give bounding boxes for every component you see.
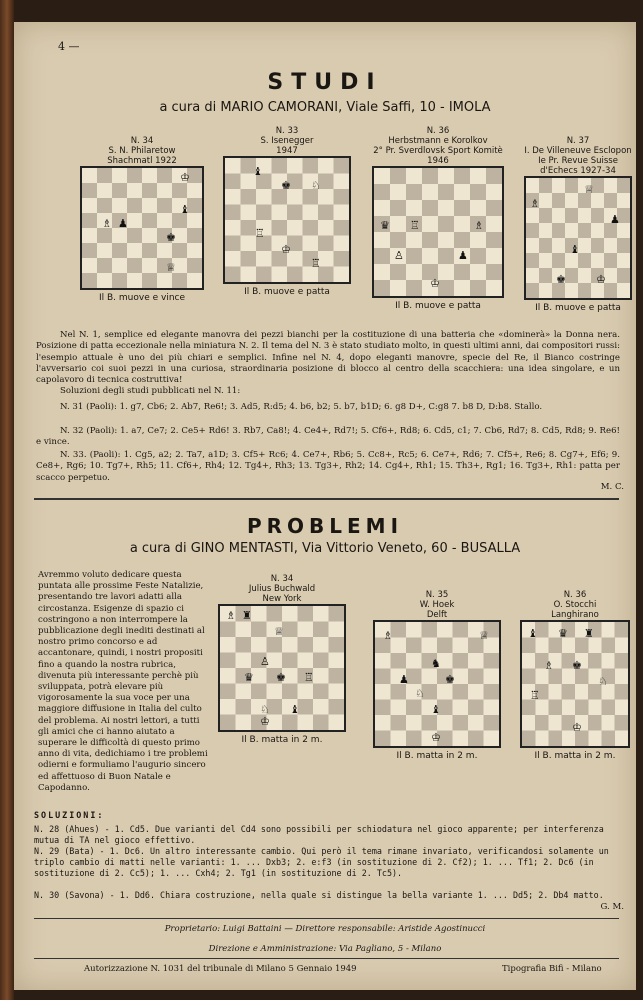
chess-piece-icon: ♗ (383, 629, 393, 642)
book-spine (0, 0, 14, 1000)
problemi-title: PROBLEMI (246, 514, 404, 538)
chess-piece-icon: ♛ (380, 219, 390, 232)
diagram-source: Shachmatl 1922 (107, 156, 177, 166)
studi-solutions-intro: Soluzioni degli studi pubblicati nel N. 11: (60, 386, 241, 396)
chess-piece-icon: ♝ (253, 165, 263, 178)
chess-piece-icon: ♔ (180, 171, 190, 184)
chess-piece-icon: ♚ (166, 231, 176, 244)
studi-diagram-2 (222, 126, 352, 297)
problemi-diagram-2 (370, 590, 504, 761)
studi-solution: N. 31 (Paoli): 1. g7, Cb6; 2. Ab7, Re6!; 3. Ad5, R:d5; 4. b6, b2; 5. b7, b1D; 6. g8 D+, C:g8 7. b8 D, D:b8. Stallo. (60, 402, 543, 412)
chess-piece-icon: ♚ (572, 659, 582, 672)
chess-piece-icon: ♖ (255, 227, 265, 240)
chess-piece-icon: ♞ (431, 657, 441, 670)
diagram-author: W. Hoek (419, 600, 455, 610)
chess-board (372, 166, 504, 298)
chess-piece-icon: ♕ (584, 183, 594, 196)
chess-piece-icon: ♟ (118, 217, 128, 230)
diagram-author: O. Stocchi (553, 600, 597, 610)
problemi-subtitle: a cura di GINO MENTASTI, Via Vittorio Veneto, 60 - BUSALLA (129, 541, 521, 556)
diagram-number: N. 37 (566, 136, 590, 146)
diagram-number: N. 34 (270, 574, 294, 584)
problemi-solution: N. 30 (Savona) - 1. Dd6. Chiara costruzione, nella quale si distingue la bella variante 1. ... Dd5; 2. Db4 matto. (34, 890, 604, 900)
problemi-solution: N. 28 (Ahues) - 1. Cd5. Due varianti del Cd4 sono possibili per schiodatura nel gioco apparente; per interferenza mutua di TA nel gioco effettivo. (34, 824, 604, 845)
diagram-caption: Il B. matta in 2 m. (241, 735, 323, 745)
chess-piece-icon: ♖ (304, 671, 314, 684)
chess-piece-icon: ♚ (276, 671, 286, 684)
diagram-source: Ie Pr. Revue Suisse d'Echecs 1927-34 (538, 156, 618, 176)
footer-divider (34, 918, 619, 919)
chess-piece-icon: ♗ (474, 219, 484, 232)
section-divider (34, 498, 619, 500)
chess-piece-icon: ♕ (274, 625, 284, 638)
studi-diagram-3 (368, 126, 508, 311)
chess-piece-icon: ♟ (458, 249, 468, 262)
chess-piece-icon: ♝ (431, 703, 441, 716)
diagram-number: N. 35 (425, 590, 449, 600)
diagram-source: Langhirano (551, 610, 599, 620)
studi-solution: N. 32 (Paoli): 1. a7, Ce7; 2. Ce5+ Rd6! 3. Rb7, Ca8!; 4. Ce4+, Rd7!; 5. Cf6+, Rd8; 6. Cd5, c1; 7. Cb6, Rd7; 8. Cd5, Rd8; 9. Re6! e vince. (36, 426, 620, 448)
chess-piece-icon: ♗ (530, 197, 540, 210)
chess-piece-icon: ♝ (180, 203, 190, 216)
problemi-diagram-1 (214, 574, 350, 745)
chess-piece-icon: ♕ (166, 261, 176, 274)
diagram-author: I. De Villeneuve Esclopon (524, 146, 632, 156)
chess-piece-icon: ♝ (570, 243, 580, 256)
diagram-caption: Il B. muove e vince (98, 293, 186, 303)
chess-piece-icon: ♘ (260, 703, 270, 716)
chess-board (218, 604, 346, 732)
chess-piece-icon: ♕ (479, 629, 489, 642)
footer-printer: Tipografia Bifi - Milano (502, 964, 602, 974)
studi-solution: N. 33. (Paoli): 1. Cg5, a2; 2. Ta7, a1D; 3. Cf5+ Rc6; 4. Ce7+, Rb6; 5. Cc8+, Rc5; 6. Ce7+, Rd6; 7. Cf5+, Re6; 8. Cg7+, Ef6; 9. Ce8+, Rg6; 10. Tg7+, Rh5; 11. Cf6+, Rh4; 12. Tg4+, Rh3; 13. Tg3+, Rh2; 14. Cg4+, Rh1; 15. Th3+, Rg1; 16. Tg3+, Rh1: patta per scacco perpetuo. (36, 450, 620, 483)
problemi-solution: N. 29 (Bata) - 1. Dc6. Un altro interessante cambio. Qui però il tema rimane invariato, verificandosi solamente un triplo cambio di matti nelle varianti: 1. ... Dxb3; 2. e:f3 (in sostituzione di 2. Cf2); 1. ... Tf1; 2. Dc6 (in sostituzione di 2. Cc5); 1. ... Cxh4; 2. Tg1 (in sostituzione di 2. Tc5). (34, 846, 609, 878)
chess-piece-icon: ♛ (558, 627, 568, 640)
studi-diagram-1 (78, 136, 206, 303)
chess-piece-icon: ♘ (598, 675, 608, 688)
chess-board (524, 176, 632, 300)
page-number: 4 — (58, 40, 80, 53)
diagram-number: N. 36 (426, 126, 450, 136)
chess-piece-icon: ♘ (415, 687, 425, 700)
chess-piece-icon: ♖ (410, 219, 420, 232)
studi-body: Nel N. 1, semplice ed elegante manovra dei pezzi bianchi per la costituzione di una batteria che «dominerà» la Donna nera. Posizione di patta eccezionale nella miniatura N. 2. Il tema del N. 3 è stato studiato molto, in questi ultimi anni, dai compositori russi: l'esempio attuale è uno dei più chiari e semplici. Infine nel N. 4, dopo eleganti manovre, specie del Re, il Bianco costringe l'avversario coi suoi pezzi in una curiosa, straordinaria posizione di blocco al centro della scacchiera: una idea singolare, e un capolavoro di tecnica costruttiva! (36, 330, 620, 386)
chess-piece-icon: ♔ (260, 715, 270, 728)
chess-piece-icon: ♚ (281, 179, 291, 192)
diagram-caption: Il B. muove e patta (244, 287, 330, 297)
studi-subtitle: a cura di MARIO CAMORANI, Viale Saffi, 10 - IMOLA (159, 100, 491, 115)
chess-piece-icon: ♘ (311, 179, 321, 192)
studi-diagram-4 (522, 136, 634, 313)
diagram-caption: Il B. muove e patta (535, 303, 621, 313)
diagram-author: Julius Buchwald (248, 584, 316, 594)
chess-piece-icon: ♙ (394, 249, 404, 262)
footer-divider (34, 958, 619, 959)
footer-authorization: Autorizzazione N. 1031 del tribunale di Milano 5 Gennaio 1949 (84, 964, 357, 974)
diagram-source: Delft (426, 610, 448, 620)
chess-piece-icon: ♝ (528, 627, 538, 640)
studi-signature: M. C. (600, 482, 624, 492)
chess-board (373, 620, 501, 748)
chess-piece-icon: ♖ (530, 689, 540, 702)
chess-piece-icon: ♜ (584, 627, 594, 640)
diagram-caption: Il B. matta in 2 m. (534, 751, 616, 761)
chess-piece-icon: ♚ (445, 673, 455, 686)
diagram-source: 2° Pr. Sverdlovsk Sport Komitè 1946 (373, 146, 503, 166)
diagram-number: N. 34 (130, 136, 154, 146)
chess-piece-icon: ♔ (431, 731, 441, 744)
diagram-author: S. Isenegger (260, 136, 314, 146)
chess-piece-icon: ♔ (596, 273, 606, 286)
chess-board (520, 620, 630, 748)
diagram-author: Herbstmann e Korolkov (388, 136, 488, 146)
chess-piece-icon: ♔ (281, 243, 291, 256)
chess-piece-icon: ♛ (244, 671, 254, 684)
diagram-number: N. 33 (275, 126, 299, 136)
diagram-caption: Il B. matta in 2 m. (396, 751, 478, 761)
studi-title: STUDI (267, 70, 383, 95)
chess-piece-icon: ♗ (544, 659, 554, 672)
chess-piece-icon: ♟ (399, 673, 409, 686)
chess-board (80, 166, 204, 290)
chess-piece-icon: ♖ (311, 257, 321, 270)
magazine-page (14, 22, 636, 990)
problemi-intro: Avremmo voluto dedicare questa puntata alle prossime Feste Natalizie, presentando tre lavori adatti alla circostanza. Esigenze di spazio ci costringono a non interrompere la pubblicazione degli inediti destinati al nostro primo concorso e ad accantonare, quindi, i nostri propositi fino a quando la nostra rubrica, divenuta più interessante perchè più sviluppata, potrà elevare più vigorosamente la sua voce per una maggiore diffusione in Italia del culto del problema. Ai nostri lettori, a tutti gli amici che ci hanno aiutato a superare le difficoltà di questo primo anno di vita, dedichiamo i tre problemi odierni e formuliamo l'augurio sincero ed affettuoso di Buon Natale e Capodanno. (38, 570, 208, 793)
diagram-number: N. 36 (563, 590, 587, 600)
footer-owner: Proprietario: Luigi Battaini — Direttore responsabile: Aristide Agostinucci (164, 924, 486, 934)
problemi-signature: G. M. (600, 902, 624, 912)
problemi-solutions-title: SOLUZIONI: (34, 810, 105, 820)
problemi-diagram-3 (518, 590, 632, 761)
chess-piece-icon: ♚ (556, 273, 566, 286)
diagram-author: S. N. Philaretow (108, 146, 176, 156)
chess-piece-icon: ♗ (102, 217, 112, 230)
chess-piece-icon: ♜ (242, 609, 252, 622)
chess-piece-icon: ♙ (260, 655, 270, 668)
diagram-source: New York (262, 594, 302, 604)
chess-piece-icon: ♗ (226, 609, 236, 622)
chess-board (223, 156, 351, 284)
chess-piece-icon: ♔ (430, 277, 440, 290)
chess-piece-icon: ♟ (610, 213, 620, 226)
diagram-caption: Il B. muove e patta (395, 301, 481, 311)
chess-piece-icon: ♝ (290, 703, 300, 716)
diagram-source: 1947 (276, 146, 298, 156)
chess-piece-icon: ♔ (572, 721, 582, 734)
footer-address: Direzione e Amministrazione: Via Pagliano, 5 - Milano (208, 944, 442, 954)
